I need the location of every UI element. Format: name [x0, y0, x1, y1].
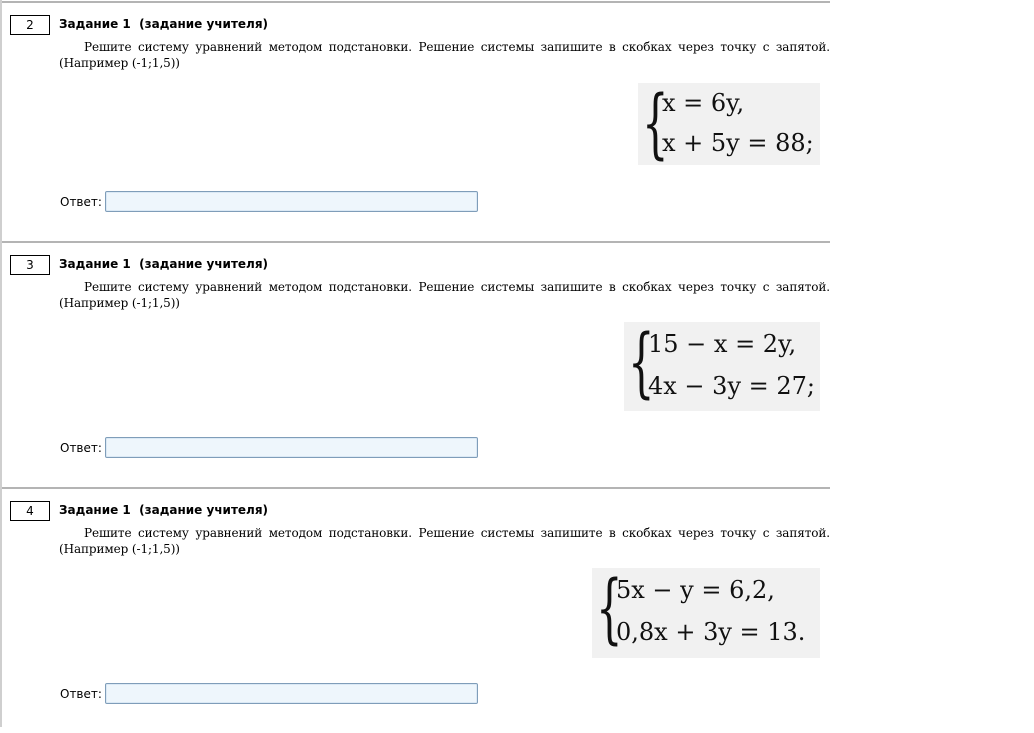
answer-input[interactable] [105, 191, 478, 212]
answer-label: Ответ: [60, 441, 102, 455]
task-number: 3 [10, 255, 50, 275]
equation-brace: { [628, 317, 655, 406]
task-text: Решите систему уравнений методом подстановки. Решение системы запишите в скобках через точку с запятой. (Например (-1;1,5)) [59, 40, 830, 70]
task-block [0, 487, 830, 733]
task-title: Задание 1 (задание учителя) [59, 257, 269, 271]
equation-line: 0,8x + 3y = 13. [616, 618, 806, 646]
task-title: Задание 1 (задание учителя) [59, 17, 269, 31]
task-block [0, 1, 830, 247]
answer-label: Ответ: [60, 687, 102, 701]
answer-input[interactable] [105, 683, 478, 704]
equation-system-image [592, 563, 820, 658]
equation-brace: { [642, 78, 669, 167]
equation-line: x + 5y = 88; [662, 129, 814, 157]
task-separator [2, 241, 830, 243]
equation-brace: { [596, 563, 623, 652]
task-block [0, 241, 830, 487]
task-text: Решите систему уравнений методом подстановки. Решение системы запишите в скобках через точку с запятой. (Например (-1;1,5)) [59, 526, 830, 556]
equation-line: 15 − x = 2y, [648, 330, 797, 358]
task-number: 4 [10, 501, 50, 521]
task-separator [2, 487, 830, 489]
equation-system-image [638, 78, 820, 167]
answer-label: Ответ: [60, 195, 102, 209]
answer-input[interactable] [105, 437, 478, 458]
task-text: Решите систему уравнений методом подстановки. Решение системы запишите в скобках через точку с запятой. (Например (-1;1,5)) [59, 280, 830, 310]
task-number: 2 [10, 15, 50, 35]
equation-system-image [624, 317, 820, 411]
task-separator [2, 1, 830, 3]
equation-line: 4x − 3y = 27; [648, 372, 815, 400]
task-title: Задание 1 (задание учителя) [59, 503, 269, 517]
equation-line: x = 6y, [662, 89, 745, 117]
equation-line: 5x − y = 6,2, [616, 576, 775, 604]
